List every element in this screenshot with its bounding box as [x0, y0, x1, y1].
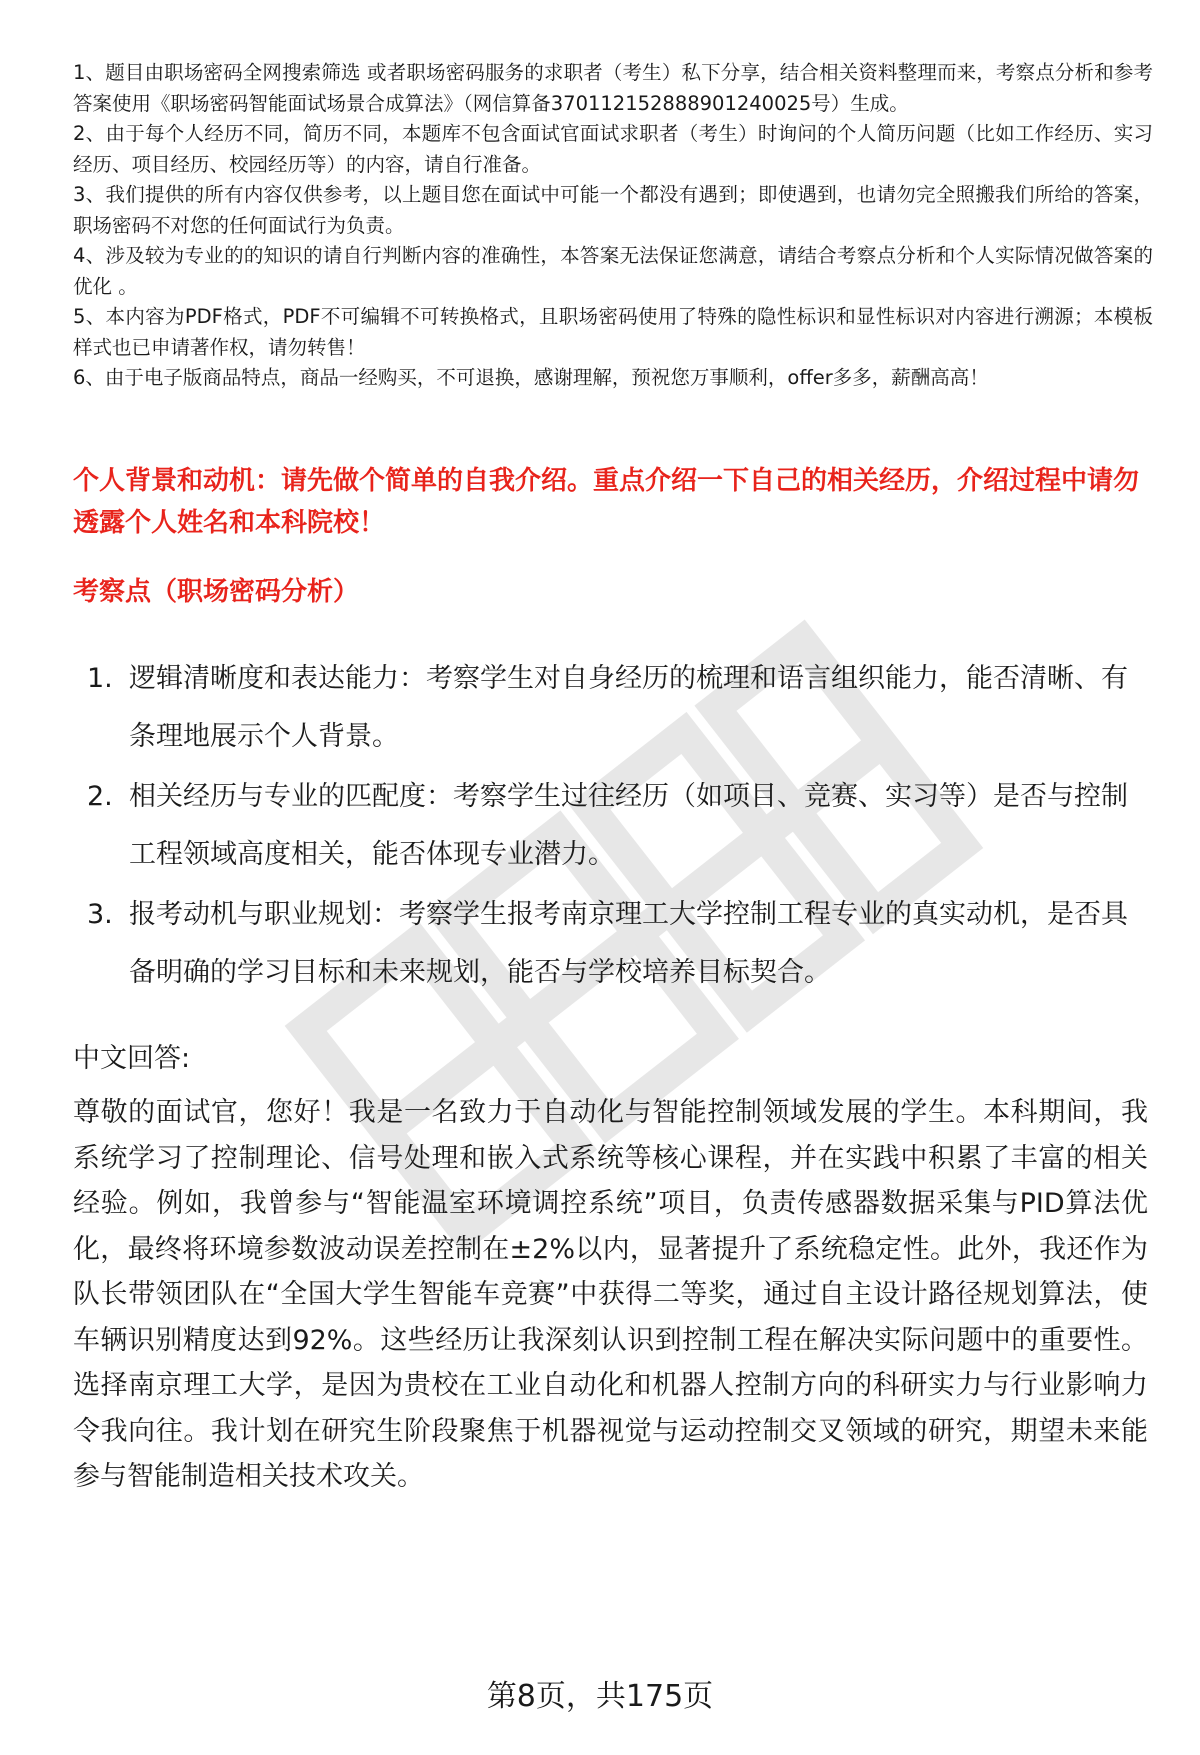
note-2: 2、由于每个人经历不同，简历不同，本题库不包含面试官面试求职者（考生）时询问的个人简历问题（比如工作经历、实习经历、项目经历、校园经历等）的内容，请自行准备。	[73, 122, 1153, 176]
list-item-number: 3.	[87, 899, 113, 930]
list-item	[73, 650, 1153, 766]
answer-label: 中文回答:	[73, 1043, 191, 1074]
analysis-heading: 考察点（职场密码分析）	[73, 577, 360, 607]
list-item-text: 相关经历与专业的匹配度：考察学生过往经历（如项目、竞赛、实习等）是否与控制工程领域高度相关，能否体现专业潜力。	[129, 781, 1128, 870]
page-number: 第8页，共175页	[486, 1679, 714, 1714]
note-6: 6、由于电子版商品特点，商品一经购买，不可退换，感谢理解，预祝您万事顺利，offer多多，薪酬高高！	[73, 366, 989, 389]
disclaimer-notes	[73, 58, 1153, 394]
question-heading: 个人背景和动机：请先做个简单的自我介绍。重点介绍一下自己的相关经历，介绍过程中请勿透露个人姓名和本科院校！	[73, 466, 1140, 538]
list-item-text: 报考动机与职业规划：考察学生报考南京理工大学控制工程专业的真实动机，是否具备明确的学习目标和未来规划，能否与学校培养目标契合。	[129, 899, 1128, 988]
note-3: 3、我们提供的所有内容仅供参考，以上题目您在面试中可能一个都没有遇到；即使遇到，也请勿完全照搬我们所给的答案，职场密码不对您的任何面试行为负责。	[73, 183, 1153, 237]
analysis-points	[73, 650, 1153, 1004]
list-item-number: 1.	[87, 663, 113, 694]
list-item-number: 2.	[87, 781, 113, 812]
answer-body: 尊敬的面试官，您好！我是一名致力于自动化与智能控制领域发展的学生。本科期间，我系统学习了控制理论、信号处理和嵌入式系统等核心课程，并在实践中积累了丰富的相关经验。例如，我曾参与“智能温室环境调控系统”项目，负责传感器数据采集与PID算法优化，最终将环境参数波动误差控制在±2%以内，显著提升了系统稳定性。此外，我还作为队长带领团队在“全国大学生智能车竞赛”中获得二等奖，通过自主设计路径规划算法，使车辆识别精度达到92%。这些经历让我深刻认识到控制工程在解决实际问题中的重要性。选择南京理工大学，是因为贵校在工业自动化和机器人控制方向的科研实力与行业影响力令我向往。我计划在研究生阶段聚焦于机器视觉与运动控制交叉领域的研究，期望未来能参与智能制造相关技术攻关。	[73, 1097, 1148, 1492]
list-item	[73, 768, 1153, 884]
note-1: 1、题目由职场密码全网搜索筛选 或者职场密码服务的求职者（考生）私下分享，结合相关资料整理而来，考察点分析和参考答案使用《职场密码智能面试场景合成算法》（网信算备370112152888901240025号）生成。	[73, 61, 1153, 115]
list-item-text: 逻辑清晰度和表达能力：考察学生对自身经历的梳理和语言组织能力，能否清晰、有条理地展示个人背景。	[129, 663, 1128, 752]
note-4: 4、涉及较为专业的的知识的请自行判断内容的准确性，本答案无法保证您满意，请结合考察点分析和个人实际情况做答案的优化 。	[73, 244, 1153, 298]
list-item	[73, 886, 1153, 1002]
note-5: 5、本内容为PDF格式，PDF不可编辑不可转换格式，且职场密码使用了特殊的隐性标识和显性标识对内容进行溯源；本模板样式也已申请著作权，请勿转售！	[73, 305, 1153, 359]
